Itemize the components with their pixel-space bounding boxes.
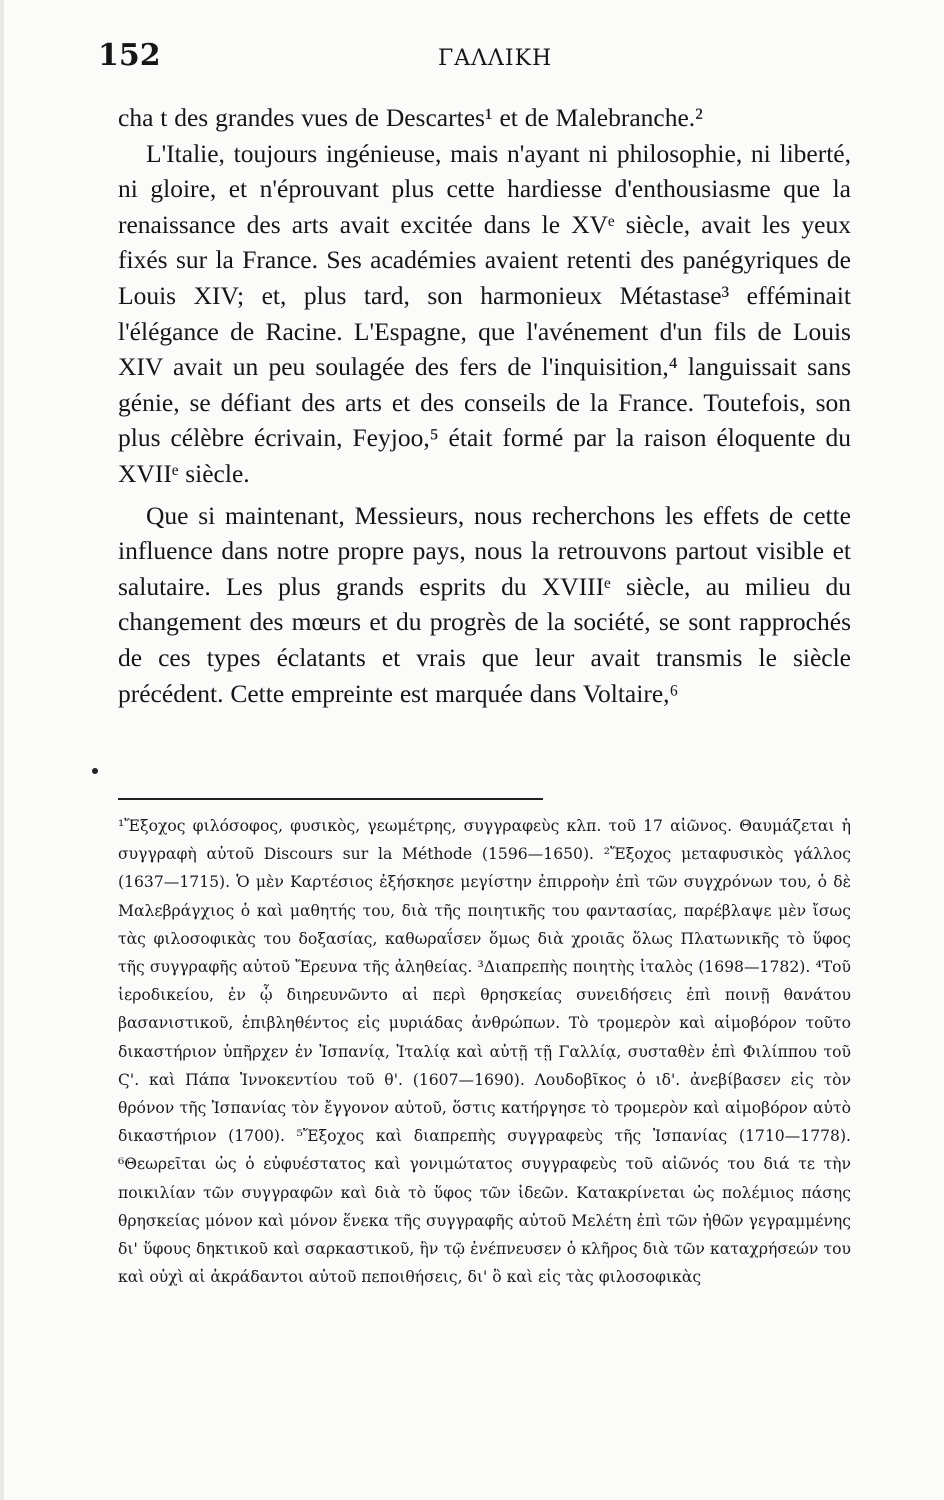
main-text [118, 100, 851, 711]
page-header [98, 38, 858, 78]
page-edge [0, 0, 4, 1500]
footnotes [118, 812, 851, 1291]
paragraph-continuation: cha t des grandes vues de Descartes¹ et de Malebranche.² [118, 103, 703, 132]
page-number: 152 [98, 38, 161, 73]
paragraph-influence: Que si maintenant, Messieurs, nous recherchons les effets de cette influence dans notre propre pays, nous la retrouvons partout visible et salutaire. Les plus grands esprits du XVIIIᵉ siècle, au milieu du changement des mœurs et du progrès de la société, se sont rapprochés de ces types éclatants et vrais que leur avait transmis le siècle précédent. Cette empreinte est marquée dans Voltaire,⁶ [118, 500, 851, 708]
running-title: ΓΑΛΛΙΚΗ [438, 46, 553, 71]
footnote-divider [118, 798, 543, 800]
paragraph-italy-spain: L'Italie, toujours ingénieuse, mais n'ayant ni philosophie, ni liberté, ni gloire, et n'éprouvant plus cette hardiesse d'enthousiasme que la renaissance des arts avait excitée dans le XVᵉ siècle, avait les yeux fixés sur la France. Ses académies avaient retenti des panégyriques de Louis XIV; et, plus tard, son harmonieux Métastase³ efféminait l'élégance de Racine. L'Espagne, que l'avénement d'un fils de Louis XIV avait un peu soulagée des fers de l'inquisition,⁴ languissait sans génie, se défiant des arts et des conseils de la France. Toutefois, son plus célèbre écrivain, Feyjoo,⁵ était formé par la raison éloquente du XVIIᵉ siècle. [118, 138, 851, 488]
footnotes-text: ¹Ἔξοχος φιλόσοφος, φυσικὸς, γεωμέτρης, συγγραφεὺς κλπ. τοῦ 17 αἰῶνος. Θαυμάζεται ἡ συγγραφὴ αὐτοῦ Discours sur la Méthode (1596—1650). ²Ἔξοχος μεταφυσικὸς γάλλος (1637—1715). Ὁ μὲν Καρτέσιος ἐξήσκησε μεγίστην ἐπιρροὴν ἐπὶ τῶν συγχρόνων του, ὁ δὲ Μαλεβράγχιος ὁ καὶ μαθητής του, διὰ τῆς ποιητικῆς του φαντασίας, παρέβλαψε μὲν ἴσως τὰς φιλοσοφικὰς του δοξασίας, καθωραΐσεν ὅμως διὰ χροιᾶς ὅλως Πλατωνικῆς τὸ ὕφος τῆς συγγραφῆς αὐτοῦ Ἔρευνα τῆς ἀληθείας. ³Διαπρεπὴς ποιητὴς ἰταλὸς (1698—1782). ⁴Τοῦ ἱεροδικείου, ἐν ᾧ διηρευνῶντο αἱ περὶ θρησκείας συνειδήσεις ἐπὶ ποινῇ θανάτου βασανιστικοῦ, ἐπιβληθέντος εἰς μυριάδας ἀνθρώπων. Τὸ τρομερὸν καὶ αἱμοβόρον τοῦτο δικαστήριον ὑπῆρχεν ἐν Ἰσπανίᾳ, Ἰταλίᾳ καὶ αὐτῇ τῇ Γαλλίᾳ, συσταθὲν ἐπὶ Φιλίππου τοῦ Ϛ'. καὶ Πάπα Ἰννοκεντίου τοῦ θ'. (1607—1690). Λουδοβῖκος ὁ ιδ'. ἀνεβίβασεν εἰς τὸν θρόνον τῆς Ἰσπανίας τὸν ἔγγονον αὐτοῦ, ὅστις κατήργησε τὸ τρομερὸν καὶ αἱμοβόρον αὐτὸ δικαστήριον (1700). ⁵Ἔξοχος καὶ διαπρεπὴς συγγραφεὺς τῆς Ἰσπανίας (1710—1778). ⁶Θεωρεῖται ὡς ὁ εὐφυέστατος καὶ γονιμώτατος συγγραφεὺς τοῦ αἰῶνός του διά τε τὴν ποικιλίαν τῶν συγγραφῶν καὶ διὰ τὸ ὕφος τῶν ἰδεῶν. Κατακρίνεται ὡς πολέμιος πάσης θρησκείας μόνον καὶ μόνον ἕνεκα τῆς συγγραφῆς αὐτοῦ Μελέτη ἐπὶ τῶν ἠθῶν γεγραμμένης δι' ὕφους δηκτικοῦ καὶ σαρκαστικοῦ, ἣν τῷ ἐνέπνευσεν ὁ κλῆρος διὰ τῶν καταχρήσεών του καὶ οὐχὶ αἱ ἀκράδαντοι αὐτοῦ πεποιθήσεις, δι' ὃ καὶ εἰς τὰς φιλοσοφικὰς [118, 817, 851, 1287]
margin-mark [92, 768, 98, 774]
